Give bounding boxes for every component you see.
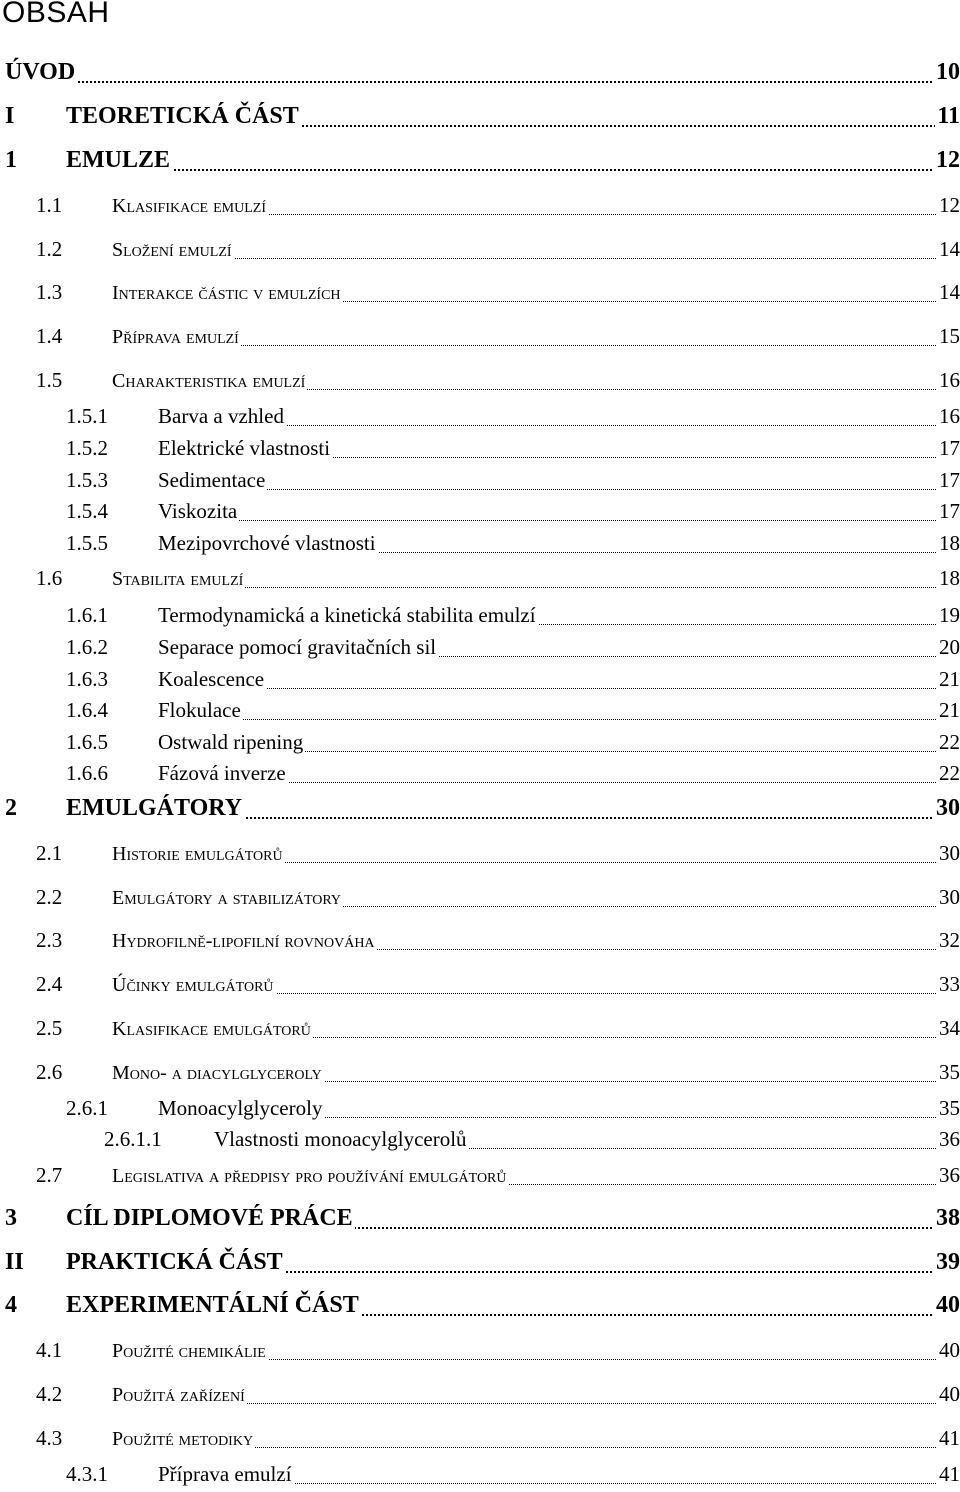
toc-entry[interactable]: [0, 401, 960, 431]
dot-leader: [66, 169, 960, 171]
toc-entry-number: 2.7: [36, 1163, 63, 1187]
toc-entry-title: Příprava emulzí: [158, 1462, 292, 1486]
toc-entry-number: I: [5, 103, 15, 129]
toc-entry-title: TEORETICKÁ ČÁST: [66, 103, 299, 129]
toc-entry-title: Termodynamická a kinetická stabilita emulzí: [158, 603, 536, 627]
toc-entry[interactable]: [0, 969, 960, 999]
toc-entry-number: 1.5.1: [66, 404, 108, 428]
toc-entry-page: 32: [939, 928, 960, 952]
toc-entry-title: Sedimentace: [158, 468, 266, 492]
toc-entry-title: Separace pomocí gravitačních sil: [158, 635, 437, 659]
toc-entry-title: Použité chemikálie: [112, 1340, 266, 1362]
toc-entry-number: 1.1: [36, 193, 63, 217]
toc-entry-title: Klasifikace emulgátorů: [112, 1018, 311, 1040]
toc-entry-page: 11: [937, 103, 960, 129]
toc-entry[interactable]: [0, 882, 960, 912]
toc-entry-title: Stabilita emulzí: [112, 568, 244, 590]
toc-entry-page: 34: [939, 1016, 960, 1040]
toc-entry-number: 4.1: [36, 1338, 63, 1362]
toc-entry[interactable]: [0, 321, 960, 351]
toc-entry[interactable]: [0, 600, 960, 630]
dot-leader: [158, 688, 960, 689]
toc-entry-title: Účinky emulgátorů: [112, 974, 274, 996]
toc-entry-title: Legislativa a předpisy pro používání emulgátorů: [112, 1165, 507, 1187]
toc-entry-page: 36: [939, 1127, 960, 1151]
toc-entry-page: 18: [939, 531, 960, 555]
toc-entry[interactable]: [0, 1459, 960, 1489]
toc-entry-page: 10: [936, 59, 960, 85]
toc-entry-number: 1.6.6: [66, 761, 108, 785]
toc-entry-page: 35: [939, 1096, 960, 1120]
toc-entry-number: 4.3.1: [66, 1462, 108, 1486]
toc-entry-number: 1.5.4: [66, 499, 108, 523]
toc-entry[interactable]: [0, 277, 960, 307]
toc-entry-title: ÚVOD: [5, 59, 76, 85]
toc-entry[interactable]: [0, 1160, 960, 1190]
toc-entry-page: 17: [939, 499, 960, 523]
toc-entry[interactable]: [0, 1291, 960, 1321]
toc-entry[interactable]: [0, 146, 960, 176]
toc-entry-title: Monoacylglyceroly: [158, 1096, 323, 1120]
toc-entry-title: EMULZE: [66, 147, 171, 173]
toc-entry-title: Elektrické vlastnosti: [158, 436, 331, 460]
toc-entry[interactable]: [0, 794, 960, 824]
toc-entry-title: PRAKTICKÁ ČÁST: [66, 1249, 283, 1275]
toc-entry-number: 2.6.1.1: [104, 1127, 162, 1151]
toc-entry-number: 2.6: [36, 1060, 63, 1084]
toc-entry-page: 21: [939, 667, 960, 691]
toc-entry[interactable]: [0, 1057, 960, 1087]
toc-entry[interactable]: [0, 465, 960, 495]
toc-entry[interactable]: [0, 1013, 960, 1043]
toc-entry-title: Charakteristika emulzí: [112, 370, 306, 392]
toc-entry-number: 2: [5, 795, 17, 821]
toc-entry-number: 4.2: [36, 1382, 63, 1406]
toc-entry-number: 2.5: [36, 1016, 63, 1040]
toc-entry[interactable]: [0, 1379, 960, 1409]
toc-entry-page: 30: [939, 885, 960, 909]
toc-entry-number: 1.6.4: [66, 698, 108, 722]
toc-entry-number: 2.2: [36, 885, 63, 909]
toc-entry-number: 1.6.5: [66, 730, 108, 754]
dot-leader: [158, 520, 960, 521]
toc-entry-page: 12: [936, 147, 960, 173]
toc-entry[interactable]: [0, 664, 960, 694]
toc-entry-page: 16: [939, 404, 960, 428]
toc-entry-title: Emulgátory a stabilizátory: [112, 887, 342, 909]
toc-entry[interactable]: [0, 632, 960, 662]
toc-entry-page: 38: [936, 1205, 960, 1231]
toc-entry[interactable]: [0, 838, 960, 868]
toc-entry-title: Flokulace: [158, 698, 241, 722]
toc-entry-number: 1.6.3: [66, 667, 108, 691]
toc-entry-number: 2.6.1: [66, 1096, 108, 1120]
dot-leader: [112, 258, 960, 259]
toc-entry-title: Složení emulzí: [112, 239, 232, 261]
toc-entry-number: 1.6.2: [66, 635, 108, 659]
toc-entry-page: 21: [939, 698, 960, 722]
toc-entry-number: 4.3: [36, 1426, 63, 1450]
toc-entry-number: 1: [5, 147, 17, 173]
toc-entry-title: EXPERIMENTÁLNÍ ČÁST: [66, 1292, 359, 1318]
toc-entry-page: 40: [939, 1338, 960, 1362]
toc-entry-title: Klasifikace emulzí: [112, 195, 266, 217]
toc-entry-title: Barva a vzhled: [158, 404, 284, 428]
toc-entry-title: Mono- a diacylglyceroly: [112, 1062, 322, 1084]
toc-entry[interactable]: [0, 1124, 960, 1154]
toc-entry-number: 1.5.5: [66, 531, 108, 555]
toc-entry-page: 39: [936, 1249, 960, 1275]
toc-entry[interactable]: [0, 365, 960, 395]
toc-entry-title: Historie emulgátorů: [112, 843, 283, 865]
toc-entry-page: 18: [939, 566, 960, 590]
toc-entry-number: 4: [5, 1292, 17, 1318]
toc-entry-page: 41: [939, 1462, 960, 1486]
toc-entry-page: 33: [939, 972, 960, 996]
toc-entry[interactable]: [0, 925, 960, 955]
toc-entry-title: Mezipovrchové vlastnosti: [158, 531, 376, 555]
toc-entry[interactable]: [0, 102, 960, 132]
toc-entry-page: 30: [936, 795, 960, 821]
toc-entry-number: 1.3: [36, 280, 63, 304]
dot-leader: [158, 489, 960, 490]
toc-entry[interactable]: [0, 58, 960, 88]
toc-entry-page: 40: [939, 1382, 960, 1406]
toc-entry-title: Hydrofilně-lipofilní rovnováha: [112, 930, 375, 952]
toc-entry-page: 19: [939, 603, 960, 627]
toc-entry-title: Interakce částic v emulzích: [112, 282, 341, 304]
toc-entry-page: 41: [939, 1426, 960, 1450]
toc-entry-number: 1.5.3: [66, 468, 108, 492]
toc-entry-title: Použitá zařízení: [112, 1384, 245, 1406]
toc-entry-title: Vlastnosti monoacylglycerolů: [214, 1127, 467, 1151]
toc-entry[interactable]: [0, 695, 960, 725]
toc-entry[interactable]: [0, 563, 960, 593]
toc-entry-title: Fázová inverze: [158, 761, 286, 785]
toc-entry-page: 30: [939, 841, 960, 865]
toc-entry-title: CÍL DIPLOMOVÉ PRÁCE: [66, 1205, 353, 1231]
toc-entry-page: 17: [939, 468, 960, 492]
toc-entry[interactable]: [0, 1093, 960, 1123]
toc-entry-number: 1.5.2: [66, 436, 108, 460]
toc-entry-page: 14: [939, 280, 960, 304]
toc-entry-title: Koalescence: [158, 667, 265, 691]
toc-entry[interactable]: [0, 758, 960, 788]
toc-entry-title: Viskozita: [158, 499, 238, 523]
toc-entry-title: Příprava emulzí: [112, 326, 239, 348]
toc-entry-page: 20: [939, 635, 960, 659]
toc-entry-page: 36: [939, 1163, 960, 1187]
toc-entry[interactable]: [0, 433, 960, 463]
toc-entry[interactable]: [0, 727, 960, 757]
toc-entry-page: 15: [939, 324, 960, 348]
toc-entry[interactable]: [0, 1423, 960, 1453]
toc-entry-number: 2.4: [36, 972, 63, 996]
toc-entry[interactable]: [0, 190, 960, 220]
toc-entry-number: 3: [5, 1205, 17, 1231]
toc-entry[interactable]: [0, 1335, 960, 1365]
toc-entry-page: 22: [939, 730, 960, 754]
toc-entry-title: EMULGÁTORY: [66, 795, 243, 821]
toc-entry-title: Použité metodiky: [112, 1428, 254, 1450]
dot-leader: [5, 81, 960, 83]
toc-entry-page: 22: [939, 761, 960, 785]
toc-entry-number: 1.2: [36, 237, 63, 261]
toc-entry[interactable]: [0, 496, 960, 526]
toc-entry-page: 40: [936, 1292, 960, 1318]
toc-entry-number: 1.6: [36, 566, 63, 590]
toc-entry-page: 35: [939, 1060, 960, 1084]
toc-entry-number: 1.4: [36, 324, 63, 348]
toc-entry-page: 12: [939, 193, 960, 217]
toc-entry-number: 1.6.1: [66, 603, 108, 627]
dot-leader: [158, 719, 960, 720]
toc-entry[interactable]: [0, 528, 960, 558]
toc-entry[interactable]: [0, 1248, 960, 1278]
toc-entry[interactable]: [0, 234, 960, 264]
toc-entry[interactable]: [0, 1204, 960, 1234]
toc-entry-page: 17: [939, 436, 960, 460]
toc-entry-number: II: [5, 1249, 24, 1275]
toc-entry-page: 14: [939, 237, 960, 261]
toc-entry-number: 1.5: [36, 368, 63, 392]
toc-entry-number: 2.3: [36, 928, 63, 952]
toc-entry-number: 2.1: [36, 841, 63, 865]
toc-entry-title: Ostwald ripening: [158, 730, 304, 754]
toc-entry-page: 16: [939, 368, 960, 392]
page-title: OBSAH: [2, 0, 110, 29]
